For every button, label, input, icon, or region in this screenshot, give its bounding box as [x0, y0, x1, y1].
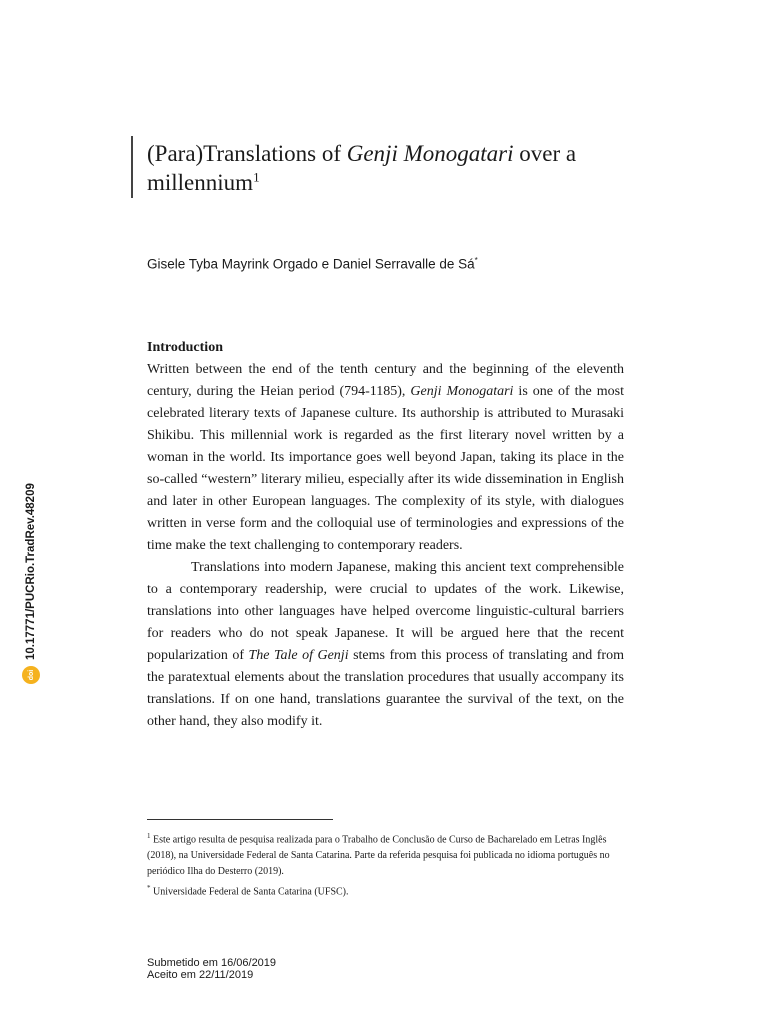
footnote-divider	[147, 819, 333, 820]
doi-label[interactable]	[22, 483, 40, 684]
paragraph-2-italic: The Tale of Genji	[248, 648, 349, 663]
paragraph-2	[147, 557, 624, 733]
title-accent-bar	[131, 136, 133, 198]
title-part-1: (Para)Translations of	[147, 141, 347, 166]
paragraph-1-a: Written between the end of the tenth century and the beginning of the eleventh century, during the Heian period (794-1185),	[147, 362, 624, 399]
paragraph-1-b: is one of the most celebrated literary texts of Japanese culture. Its authorship is attributed to Murasaki Shikibu. This millennial work is regarded as the first literary novel written by a woman in the world. Its importance goes well beyond Japan, taking its place in the so-called “western” literary milieu, especially after its wide dissemination in English and later in other European languages. The complexity of its style, with dialogues written in verse form and the colloquial use of terminologies and expressions of the time make the text challenging to contemporary readers.	[147, 384, 624, 553]
paragraph-2-a: Translations into modern Japanese, making this ancient text comprehensible to a contemporary readership, were crucial to updates of the work. Likewise, translations into other languages have helped overcome linguistic-cultural barriers for readers who do not speak Japanese. It will be argued here that the recent popularization of	[147, 560, 624, 663]
authors	[147, 256, 667, 272]
doi-text[interactable]: 10.17771/PUCRio.TradRev.48209	[25, 483, 37, 660]
paragraph-2-b: stems from this process of translating and from the paratextual elements about the translation procedures that usually accompany its translations. If on one hand, translations guarantee the survival of the text, on the other hand, they also modify it.	[147, 648, 624, 729]
title-footnote-mark[interactable]: 1	[253, 169, 260, 185]
footnote-1	[147, 828, 624, 880]
doi-icon: doi	[22, 666, 40, 684]
paragraph-1	[147, 359, 624, 557]
article-title	[147, 139, 667, 197]
footnote-1-mark: 1	[147, 832, 151, 840]
footnote-2	[147, 880, 624, 900]
footnote-1-text: Este artigo resulta de pesquisa realizada para o Trabalho de Conclusão de Curso de Bacharelado em Letras Inglês (2018), na Universidade Federal de Santa Catarina. Parte da referida pesquisa foi publicada no idioma português no periódico Ilha do Desterro (2019).	[147, 834, 610, 878]
paragraph-1-italic: Genji Monogatari	[410, 384, 514, 399]
footnotes	[147, 828, 624, 901]
authors-text: Gisele Tyba Mayrink Orgado e Daniel Serravalle de Sá	[147, 256, 475, 272]
footnote-2-mark: *	[147, 884, 151, 893]
article-body	[147, 337, 624, 733]
accepted-date: Aceito em 22/11/2019	[147, 969, 254, 981]
submitted-date: Submetido em 16/06/2019	[147, 957, 277, 969]
submission-dates	[147, 957, 276, 981]
footnote-2-text: Universidade Federal de Santa Catarina (UFSC).	[150, 886, 349, 898]
authors-footnote-mark[interactable]: *	[474, 256, 478, 265]
title-part-2: over a millennium	[147, 141, 577, 195]
section-heading-introduction: Introduction	[147, 340, 223, 355]
title-italic: Genji Monogatari	[346, 141, 514, 166]
